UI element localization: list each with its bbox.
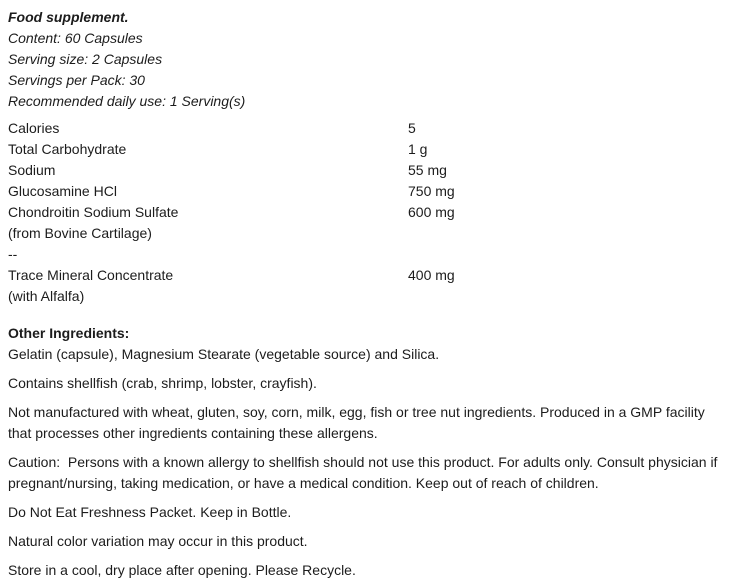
fact-amount: 5 [408, 120, 416, 136]
other-ingredients-heading: Other Ingredients: [8, 325, 130, 341]
fact-amount: 55 mg [408, 162, 447, 178]
supplement-facts-panel [8, 7, 731, 581]
fact-name: Trace Mineral Concentrate [8, 267, 174, 283]
fact-row-sodium [8, 160, 731, 181]
freshness-packet-note: Do Not Eat Freshness Packet. Keep in Bottle. [8, 504, 292, 520]
supplement-header [8, 7, 731, 112]
storage-note: Store in a cool, dry place after opening. Please Recycle. [8, 562, 356, 578]
daily-use-line: Recommended daily use: 1 Serving(s) [8, 93, 246, 109]
fact-name: Total Carbohydrate [8, 141, 127, 157]
fact-row-calories [8, 118, 731, 139]
allergen-manufacturing-note: Not manufactured with wheat, gluten, soy, corn, milk, egg, fish or tree nut ingredients. Produced in a GMP facility that processes other ingredients containing these allergens. [8, 404, 709, 441]
fact-amount: 400 mg [408, 267, 455, 283]
nutrition-facts-table [8, 118, 731, 307]
other-ingredients-body: Gelatin (capsule), Magnesium Stearate (vegetable source) and Silica. [8, 346, 440, 362]
fact-name: -- [8, 246, 18, 262]
fact-name: Glucosamine HCl [8, 183, 117, 199]
fact-name: Chondroitin Sodium Sulfate [8, 204, 179, 220]
fact-row-trace-mineral-concentrate [8, 265, 731, 286]
fact-name: Calories [8, 120, 60, 136]
fact-amount: 600 mg [408, 204, 455, 220]
servings-per-pack-line: Servings per Pack: 30 [8, 72, 145, 88]
serving-size-line: Serving size: 2 Capsules [8, 51, 163, 67]
color-variation-note: Natural color variation may occur in this product. [8, 533, 308, 549]
other-ingredients-section [8, 323, 731, 365]
fact-name: (with Alfalfa) [8, 288, 85, 304]
fact-row-total-carbohydrate [8, 139, 731, 160]
supplement-type-title: Food supplement. [8, 9, 129, 25]
fact-row-with-alfalfa [8, 286, 731, 307]
fact-row-divider-dashes [8, 244, 731, 265]
fact-row-glucosamine-hcl [8, 181, 731, 202]
caution-note: Caution: Persons with a known allergy to shellfish should not use this product. For adults only. Consult physician if pregnant/nursing, taking medication, or have a medical condition. Keep out of reach of children. [8, 454, 722, 491]
fact-row-from-bovine-cartilage [8, 223, 731, 244]
fact-name: (from Bovine Cartilage) [8, 225, 152, 241]
fact-amount: 750 mg [408, 183, 455, 199]
contains-shellfish-note: Contains shellfish (crab, shrimp, lobster, crayfish). [8, 375, 317, 391]
fact-row-chondroitin-sodium-sulfate [8, 202, 731, 223]
fact-amount: 1 g [408, 141, 428, 157]
fact-name: Sodium [8, 162, 56, 178]
content-line: Content: 60 Capsules [8, 30, 143, 46]
